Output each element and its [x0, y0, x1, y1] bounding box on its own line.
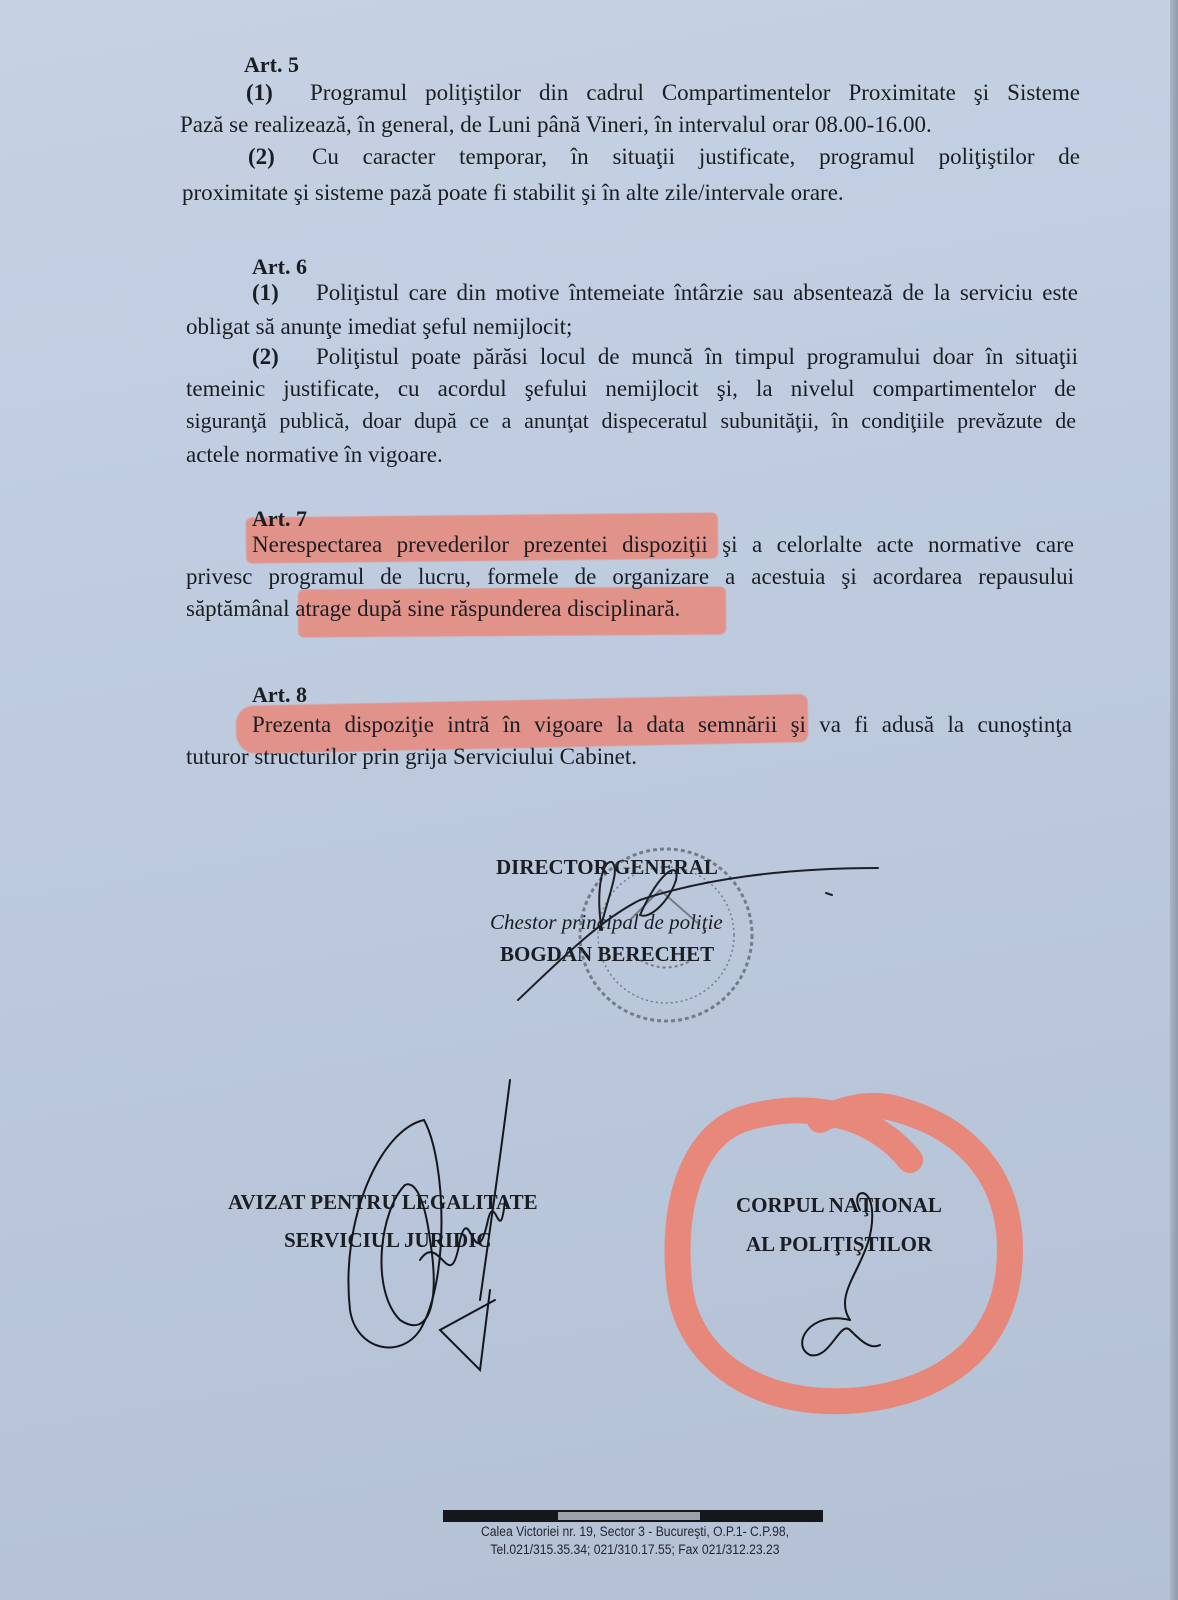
- article-6-par2-line1: [252, 342, 1078, 372]
- footer-address: Calea Victoriei nr. 19, Sector 3 - Bucureşti, O.P.1- C.P.98,: [481, 1524, 789, 1539]
- article-6-par2-line3: siguranţă publică, doar după ce a anunţat dispeceratul subunităţii, în condiţiile prevăzute de: [186, 408, 1076, 433]
- article-8-line2: tuturor structurilor prin grija Serviciului Cabinet.: [186, 744, 637, 769]
- paper-edge: [1170, 0, 1178, 1600]
- paragraph-number: (2): [252, 344, 279, 369]
- article-5-title: Art. 5: [244, 52, 299, 77]
- legal-signature-icon: [348, 1080, 510, 1370]
- director-rank: Chestor principal de poliţie: [490, 910, 723, 934]
- article-5-par1-line1: [246, 78, 1080, 108]
- article-7-line3: săptămânal atrage după sine răspunderea disciplinară.: [186, 596, 681, 621]
- article-7-line2: privesc programul de lucru, formele de organizare a acestuia şi acordarea repausului: [186, 564, 1074, 589]
- article-6-par1-line1: [252, 278, 1078, 308]
- paragraph-text: Poliţistul care din motive întemeiate întârzie sau absentează de la serviciu este: [316, 280, 1078, 305]
- article-6-par2-line2: temeinic justificate, cu acordul şefului nemijlocit şi, la nivelul compartimentelor de: [186, 376, 1076, 401]
- footer-divider-bar: [443, 1510, 823, 1522]
- article-8-line1: Prezenta dispoziţie intră în vigoare la data semnării şi va fi adusă la cunoştinţa: [252, 712, 1072, 737]
- article-6-title: Art. 6: [252, 254, 307, 279]
- article-5-par2-line1: [248, 142, 1080, 172]
- union-name-line2: AL POLIŢIŞTILOR: [746, 1232, 933, 1256]
- article-8-title: Art. 8: [252, 682, 307, 707]
- article-7-line1: Nerespectarea prevederilor prezentei dispoziţii şi a celorlalte acte normative care: [252, 532, 1074, 557]
- paragraph-number: (1): [252, 280, 279, 305]
- footer-contact: Tel.021/315.35.34; 021/310.17.55; Fax 021/312.23.23: [490, 1542, 780, 1557]
- paragraph-number: (1): [246, 80, 273, 105]
- article-5-par1-line2: Pază se realizează, în general, de Luni până Vineri, în intervalul orar 08.00-16.00.: [180, 112, 932, 137]
- legal-approval-line1: AVIZAT PENTRU LEGALITATE: [228, 1190, 538, 1214]
- paragraph-number: (2): [248, 144, 275, 169]
- director-role: DIRECTOR GENERAL: [496, 855, 718, 879]
- paragraph-text: Programul poliţiştilor din cadrul Compartimentelor Proximitate şi Sisteme: [310, 80, 1080, 105]
- article-5-par2-line2: proximitate şi sisteme pază poate fi stabilit şi în alte zile/intervale orare.: [182, 180, 844, 205]
- legal-approval-line2: SERVICIUL JURIDIC: [284, 1228, 492, 1252]
- paragraph-text: Poliţistul poate părăsi locul de muncă în timpul programului doar în situaţii: [316, 344, 1078, 369]
- union-name-line1: CORPUL NAŢIONAL: [736, 1193, 942, 1217]
- article-6-par2-line4: actele normative în vigoare.: [186, 442, 443, 467]
- article-6-par1-line2: obligat să anunţe imediat şeful nemijlocit;: [186, 314, 573, 339]
- director-name: BOGDAN BERECHET: [500, 942, 715, 966]
- paragraph-text: Cu caracter temporar, în situaţii justificate, programul poliţiştilor de: [312, 144, 1080, 169]
- article-7-title: Art. 7: [252, 506, 307, 531]
